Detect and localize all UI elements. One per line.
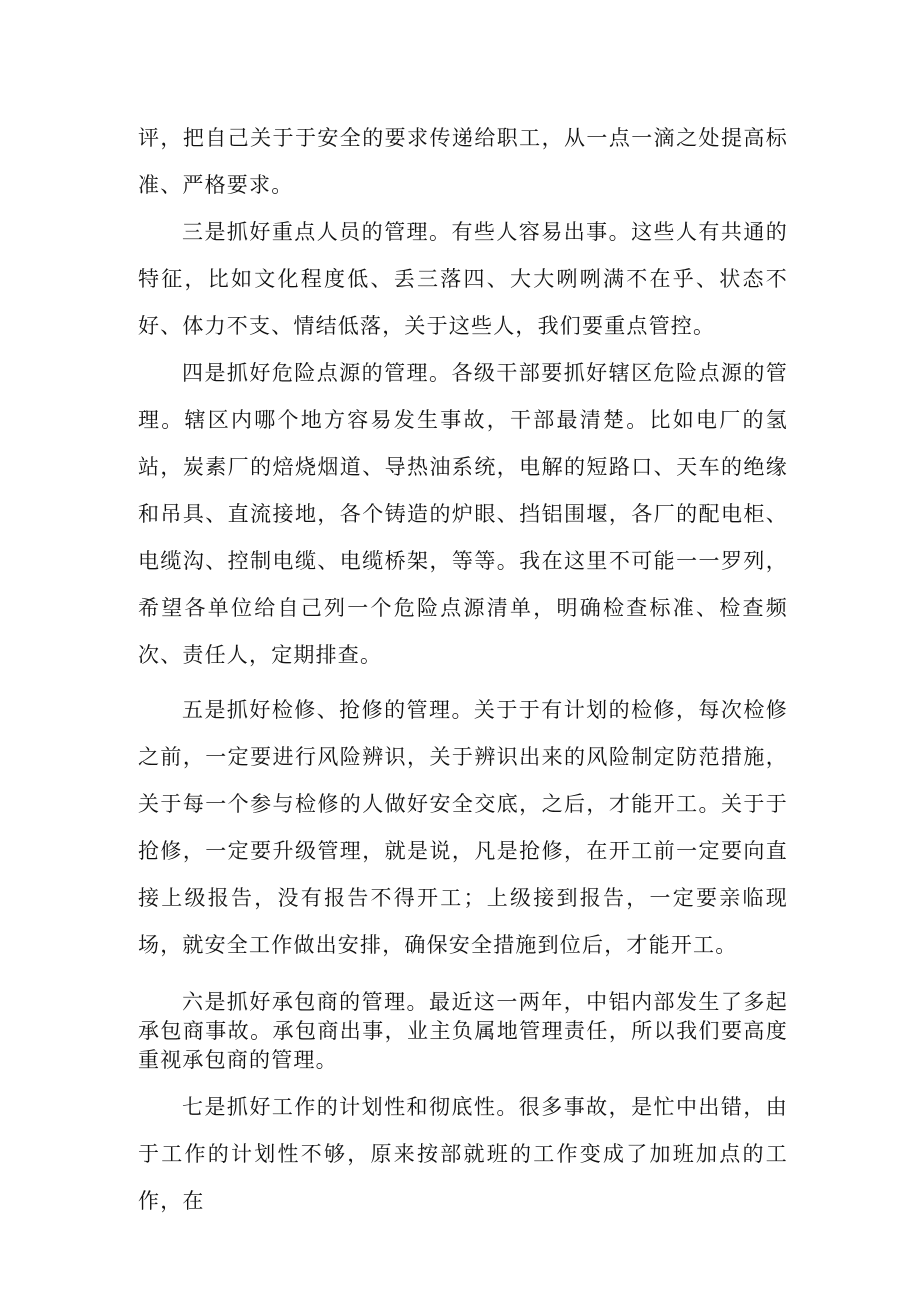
paragraph-1: 评，把自己关于于安全的要求传递给职工，从一点一滴之处提高标准、严格要求。 bbox=[138, 126, 788, 197]
paragraph-3: 四是抓好危险点源的管理。各级干部要抓好辖区危险点源的管理。辖区内哪个地方容易发生事故，干部最清楚。比如电厂的氢站，炭素厂的焙烧烟道、导热油系统，电解的短路口、天车的绝缘和吊具、直流接地，各个铸造的炉眼、挡铝围堰，各厂的配电柜、电缆沟、控制电缆、电缆桥架，等等。我在这里不可能一一罗列，希望各单位给自己列一个危险点源清单，明确检查标准、检查频次、责任人，定期排查。 bbox=[138, 361, 788, 667]
paragraph-4: 五是抓好检修、抢修的管理。关于于有计划的检修，每次检修之前，一定要进行风险辨识，关于辨识出来的风险制定防范措施，关于每一个参与检修的人做好安全交底，之后，才能开工。关于于抢修，一定要升级管理，就是说，凡是抢修，在开工前一定要向直接上级报告，没有报告不得开工；上级接到报告，一定要亲临现场，就安全工作做出安排，确保安全措施到位后，才能开工。 bbox=[138, 698, 788, 957]
paragraph-6: 七是抓好工作的计划性和彻底性。很多事故，是忙中出错，由于工作的计划性不够，原来按部就班的工作变成了加班加点的工作，在 bbox=[138, 1095, 788, 1213]
paragraph-2: 三是抓好重点人员的管理。有些人容易出事。这些人有共通的特征，比如文化程度低、丢三落四、大大咧咧满不在乎、状态不好、体力不支、情结低落，关于这些人，我们要重点管控。 bbox=[138, 220, 788, 338]
paragraph-5: 六是抓好承包商的管理。最近这一两年，中铝内部发生了多起承包商事故。承包商出事，业主负属地管理责任，所以我们要高度重视承包商的管理。 bbox=[138, 990, 788, 1072]
